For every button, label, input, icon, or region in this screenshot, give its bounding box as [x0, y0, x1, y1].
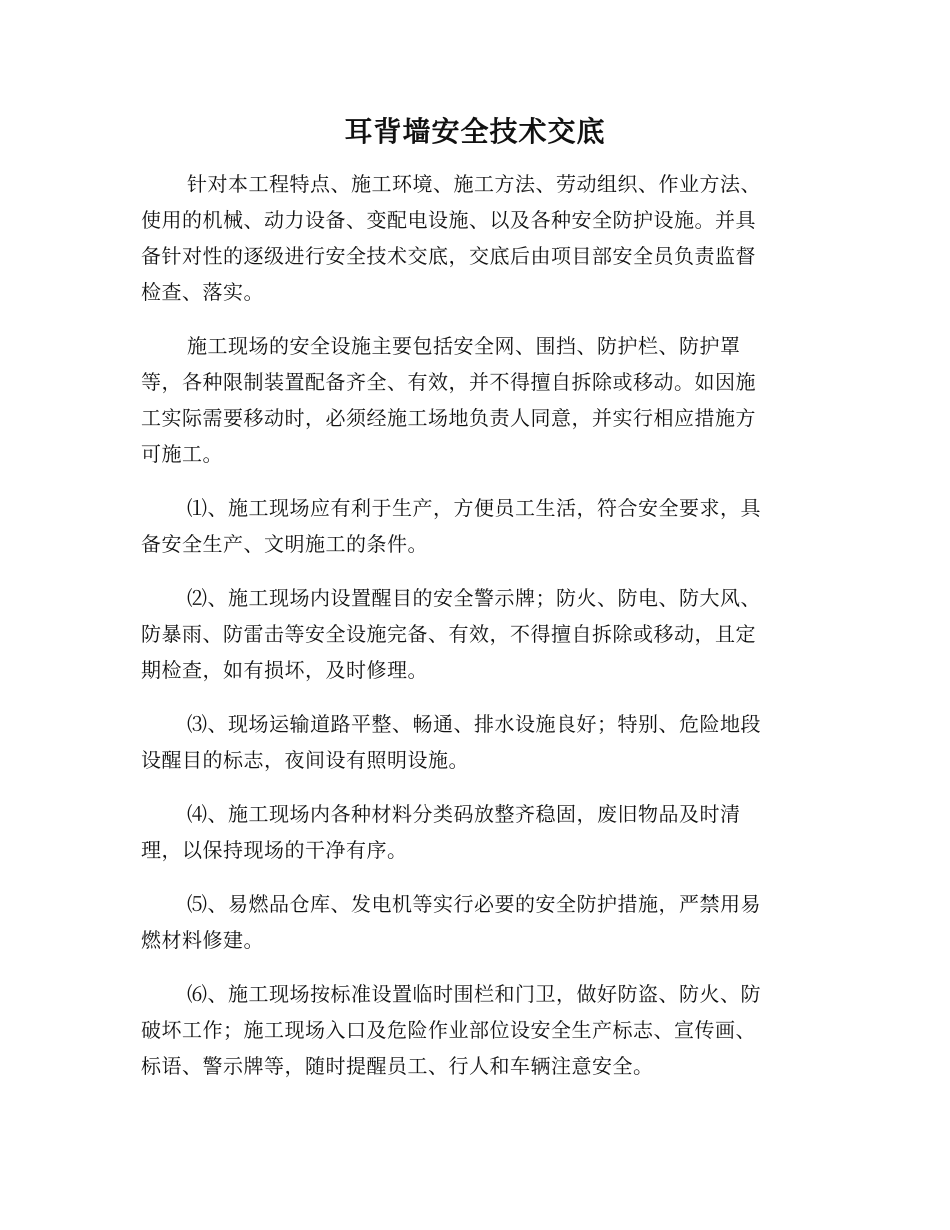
paragraph-item-6: ⑹、施工现场按标准设置临时围栏和门卫，做好防盗、防火、防 破坏工作；施工现场入口及危险作业部位设安全生产标志、宣传画、 标语、警示牌等，随时提醒员工、行人和车辆注意安全。 — [141, 982, 761, 1078]
paragraph-item-5: ⑸、易燃品仓库、发电机等实行必要的安全防护措施，严禁用易 燃材料修建。 — [141, 892, 761, 952]
paragraph-item-4: ⑷、施工现场内各种材料分类码放整齐稳固，废旧物品及时清 理，以保持现场的干净有序。 — [141, 802, 741, 862]
document-body — [141, 166, 811, 1102]
paragraph-safety-facilities: 施工现场的安全设施主要包括安全网、围挡、防护栏、防护罩 等，各种限制装置配备齐全、有效，并不得擅自拆除或移动。如因施 工实际需要移动时，必须经施工场地负责人同意，并实行相应措施方 可施工。 — [141, 334, 756, 466]
paragraph-item-3: ⑶、现场运输道路平整、畅通、排水设施良好；特别、危险地段 设醒目的标志，夜间设有照明设施。 — [141, 712, 761, 772]
paragraph-item-1: ⑴、施工现场应有利于生产，方便员工生活，符合安全要求，具 备安全生产、文明施工的条件。 — [141, 496, 761, 556]
paragraph-item-2: ⑵、施工现场内设置醒目的安全警示牌；防火、防电、防大风、 防暴雨、防雷击等安全设施完备、有效，不得擅自拆除或移动，且定 期检查，如有损坏，及时修理。 — [141, 586, 761, 682]
document-title: 耳背墙安全技术交底 — [344, 115, 606, 148]
paragraph-intro: 针对本工程特点、施工环境、施工方法、劳动组织、作业方法、 使用的机械、动力设备、变配电设施、以及各种安全防护设施。并具 备针对性的逐级进行安全技术交底，交底后由项目部安全员负责监督 检查、落实。 — [141, 172, 761, 304]
